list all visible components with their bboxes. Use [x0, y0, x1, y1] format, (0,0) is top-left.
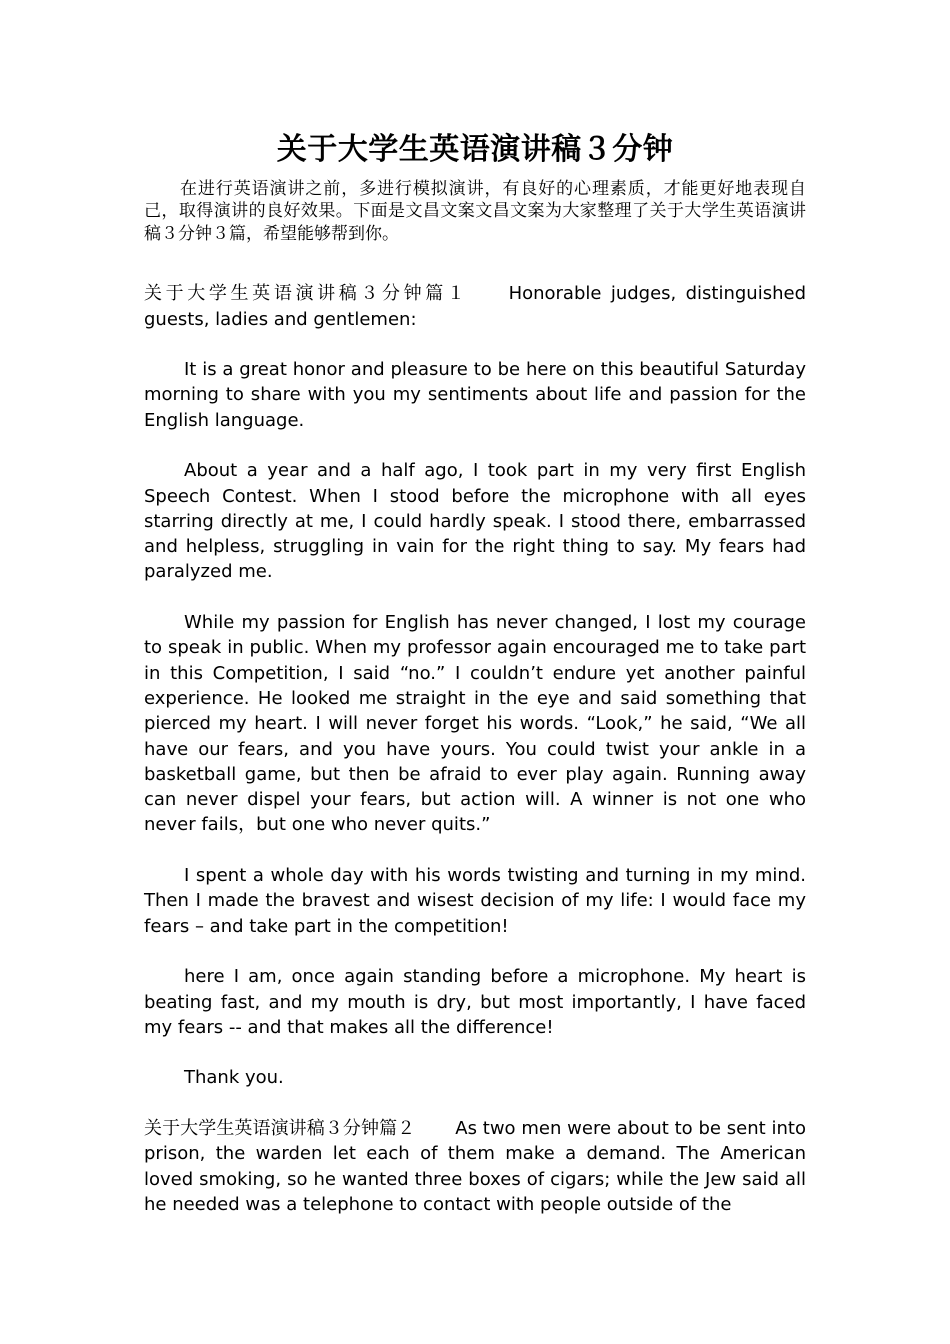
section-2-opening: As two men were about to be sent into prison, the warden let each of them make a demand. The American loved smoking, so he wanted three boxes of cigars; while the Jew said all he needed was a telephone to contact with people outside of the — [144, 1118, 806, 1215]
intro-paragraph: 在进行英语演讲之前，多进行模拟演讲，有良好的心理素质，才能更好地表现自己，取得演讲的良好效果。下面是文昌文案文昌文案为大家整理了关于大学生英语演讲稿３分钟３篇，希望能够帮到你。 — [144, 179, 806, 244]
section-2-heading: 关于大学生英语演讲稿３分钟篇２ — [144, 1118, 416, 1140]
body-paragraph: While my passion for English has never changed, I lost my courage to speak in public. When my professor again encouraged me to take part in this Competition, I said “no.” I couldn’t endure yet another painful experience. He looked me straight in the eye and said something that pierced my heart. I will never forget his words. “Look,” he said, “We all have our fears, and you have yours. You could twist your ankle in a basketball game, but then be afraid to ever play again. Running away can never dispel your fears, but action will. A winner is not one who never fails，but one who never quits.” — [144, 612, 806, 836]
document-title: 关于大学生英语演讲稿３分钟 — [276, 132, 674, 167]
body-paragraph: here I am, once again standing before a microphone. My heart is beating fast, and my mouth is dry, but most importantly, I have faced my fears -- and that makes all the difference! — [144, 966, 806, 1038]
section-1-heading: 关于大学生英语演讲稿３分钟篇１ — [144, 283, 469, 305]
body-paragraph: I spent a whole day with his words twisting and turning in my mind. Then I made the bravest and wisest decision of my life: I would face my fears – and take part in the competition! — [144, 865, 806, 937]
section-1-opening: Honorable judges, distinguished guests, ladies and gentlemen: — [144, 283, 807, 330]
body-paragraph: It is a great honor and pleasure to be here on this beautiful Saturday morning to share with you my sentiments about life and passion for the English language. — [144, 359, 806, 431]
section-1-start — [144, 281, 806, 332]
body-paragraph: About a year and a half ago, I took part in my very first English Speech Contest. When I stood before the microphone with all eyes starring directly at me, I could hardly speak. I stood there, embarrassed and helpless, struggling in vain for the right thing to say. My fears had paralyzed me. — [144, 460, 806, 583]
closing-line: Thank you. — [184, 1067, 284, 1089]
section-2-start — [144, 1116, 806, 1217]
document-page — [144, 128, 806, 1217]
